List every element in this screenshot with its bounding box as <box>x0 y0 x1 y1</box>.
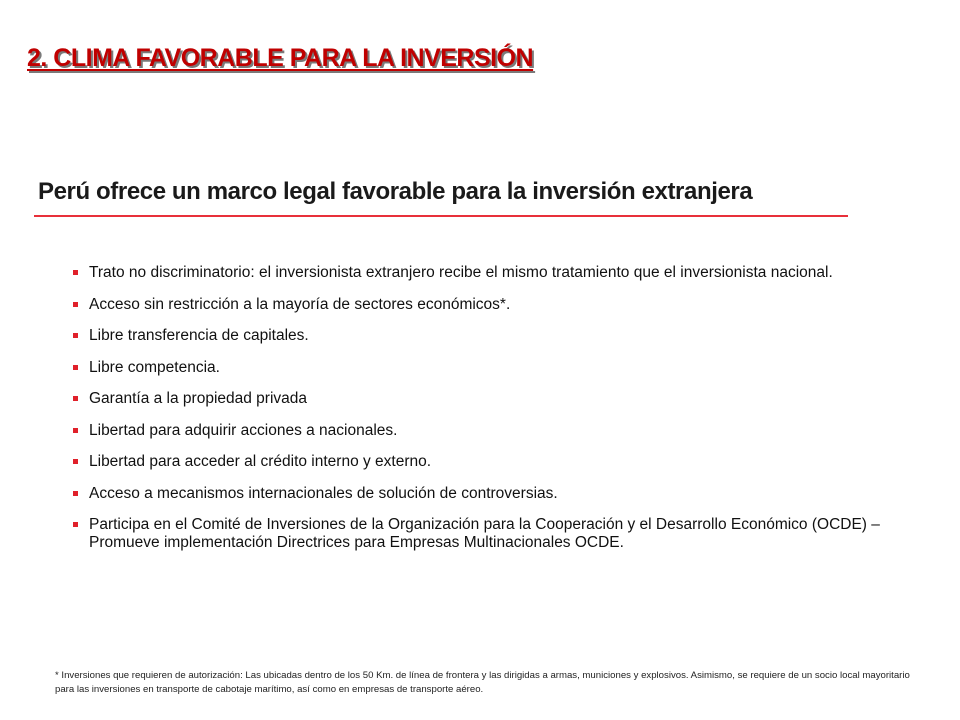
bullet-text: Acceso sin restricción a la mayoría de sectores económicos*. <box>89 295 511 313</box>
footnote: * Inversiones que requieren de autorización: Las ubicadas dentro de los 50 Km. de línea de frontera y las dirigidas a armas, municiones y explosivos. Asimismo, se requiere de un socio local mayoritario para las inversiones en transporte de cabotaje marítimo, así como en empresas de transporte aéreo. <box>55 670 910 695</box>
bullet-item <box>73 453 883 471</box>
bullet-text: Participa en el Comité de Inversiones de la Organización para la Cooperación y el Desarrollo Económico (OCDE) – Promueve implementación Directrices para Empresas Multinacionales OCDE. <box>89 516 880 551</box>
bullet-list <box>73 264 883 566</box>
square-bullet-icon <box>73 302 78 307</box>
bullet-text: Acceso a mecanismos internacionales de solución de controversias. <box>89 484 558 502</box>
bullet-item <box>73 296 883 314</box>
bullet-text: Libre competencia. <box>89 358 220 376</box>
section-title: 2. CLIMA FAVORABLE PARA LA INVERSIÓN <box>27 44 534 72</box>
bullet-item <box>73 264 883 282</box>
bullet-text: Trato no discriminatorio: el inversionista extranjero recibe el mismo tratamiento que el inversionista nacional. <box>89 264 833 281</box>
square-bullet-icon <box>73 396 78 401</box>
square-bullet-icon <box>73 491 78 496</box>
bullet-text: Libre transferencia de capitales. <box>89 327 309 344</box>
square-bullet-icon <box>73 270 78 275</box>
bullet-text: Libertad para adquirir acciones a nacionales. <box>89 421 398 439</box>
square-bullet-icon <box>73 459 78 464</box>
bullet-item <box>73 359 883 377</box>
subtitle-divider <box>34 215 848 217</box>
bullet-text: Garantía a la propiedad privada <box>89 390 308 407</box>
bullet-text: Libertad para acceder al crédito interno y externo. <box>89 453 432 470</box>
square-bullet-icon <box>73 522 78 527</box>
slide-subtitle: Perú ofrece un marco legal favorable para la inversión extranjera <box>38 178 753 205</box>
bullet-item <box>73 422 883 440</box>
square-bullet-icon <box>73 333 78 338</box>
bullet-item <box>73 390 883 408</box>
square-bullet-icon <box>73 365 78 370</box>
bullet-item <box>73 327 883 345</box>
square-bullet-icon <box>73 428 78 433</box>
bullet-item <box>73 516 883 552</box>
bullet-item <box>73 485 883 503</box>
